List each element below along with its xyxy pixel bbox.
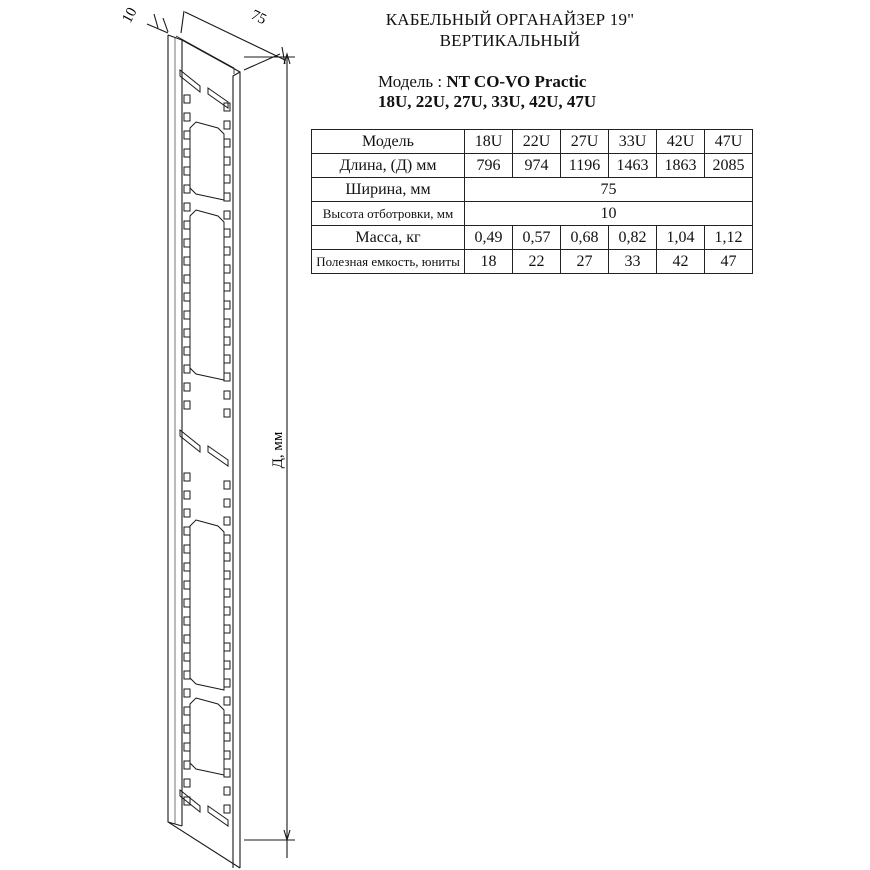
square-hole — [184, 311, 190, 319]
square-hole — [184, 491, 190, 499]
square-hole — [184, 113, 190, 121]
square-hole — [184, 383, 190, 391]
square-hole — [184, 275, 190, 283]
cell: 47 — [705, 250, 753, 274]
header-col: 33U — [609, 130, 657, 154]
square-hole — [184, 149, 190, 157]
square-hole — [224, 715, 230, 723]
square-hole — [224, 391, 230, 399]
square-hole — [224, 121, 230, 129]
cell: 2085 — [705, 154, 753, 178]
square-hole — [184, 725, 190, 733]
header-label: Модель — [312, 130, 465, 154]
square-hole — [224, 769, 230, 777]
row-label: Высота отботровки, мм — [312, 202, 465, 226]
merged-cell: 10 — [465, 202, 753, 226]
cell: 33 — [609, 250, 657, 274]
title-line-1: КАБЕЛЬНЫЙ ОРГАНАЙЗЕР 19" — [385, 10, 635, 29]
square-hole — [224, 535, 230, 543]
length-dimension-label: Д, мм — [270, 431, 286, 469]
cell: 796 — [465, 154, 513, 178]
model-prefix: Модель : — [378, 72, 447, 91]
square-hole — [224, 679, 230, 687]
square-hole — [224, 337, 230, 345]
square-hole — [184, 167, 190, 175]
square-hole — [224, 211, 230, 219]
square-hole — [224, 643, 230, 651]
slot-hole — [180, 430, 200, 452]
square-hole — [184, 401, 190, 409]
square-hole — [224, 661, 230, 669]
square-hole — [224, 481, 230, 489]
square-hole — [224, 355, 230, 363]
cell: 0,57 — [513, 226, 561, 250]
square-hole — [224, 751, 230, 759]
square-hole — [224, 247, 230, 255]
square-hole — [184, 221, 190, 229]
row-label: Ширина, мм — [312, 178, 465, 202]
square-hole — [224, 139, 230, 147]
square-hole — [224, 787, 230, 795]
square-hole — [184, 617, 190, 625]
table-row — [312, 178, 753, 202]
square-hole — [184, 95, 190, 103]
cell: 1863 — [657, 154, 705, 178]
square-hole — [184, 653, 190, 661]
square-hole — [184, 329, 190, 337]
square-hole — [224, 373, 230, 381]
cell: 1,12 — [705, 226, 753, 250]
cutout-window — [190, 210, 224, 380]
square-hole — [184, 527, 190, 535]
cell: 42 — [657, 250, 705, 274]
table-row — [312, 202, 753, 226]
square-hole — [184, 779, 190, 787]
cell: 0,82 — [609, 226, 657, 250]
square-hole — [184, 581, 190, 589]
square-hole — [184, 707, 190, 715]
square-hole — [224, 697, 230, 705]
row-label: Масса, кг — [312, 226, 465, 250]
cutout-window — [190, 122, 224, 200]
header-col: 18U — [465, 130, 513, 154]
square-hole — [184, 185, 190, 193]
cell: 27 — [561, 250, 609, 274]
row-label: Длина, (Д) мм — [312, 154, 465, 178]
square-hole — [224, 193, 230, 201]
merged-cell: 75 — [465, 178, 753, 202]
square-hole — [224, 157, 230, 165]
table-header-row — [312, 130, 753, 154]
slot-hole — [208, 806, 228, 826]
square-hole — [184, 239, 190, 247]
model-name: NT CO-VO Practic — [446, 72, 587, 91]
model-line — [378, 72, 586, 92]
square-hole — [184, 203, 190, 211]
title-line-2: ВЕРТИКАЛЬНЫЙ — [439, 31, 581, 50]
cell: 0,68 — [561, 226, 609, 250]
cell: 1,04 — [657, 226, 705, 250]
square-hole — [224, 553, 230, 561]
cell: 974 — [513, 154, 561, 178]
square-hole — [184, 473, 190, 481]
depth-dimension-label: 10 — [119, 5, 141, 26]
square-hole — [184, 131, 190, 139]
table-row — [312, 250, 753, 274]
square-hole — [184, 347, 190, 355]
cutout-window — [190, 698, 224, 775]
square-hole — [184, 257, 190, 265]
square-hole — [184, 761, 190, 769]
square-hole — [184, 365, 190, 373]
row-label: Полезная емкость, юниты — [312, 250, 465, 274]
header-col: 42U — [657, 130, 705, 154]
square-hole — [224, 283, 230, 291]
cell: 0,49 — [465, 226, 513, 250]
header-col: 22U — [513, 130, 561, 154]
slot-hole — [208, 88, 228, 108]
header-col: 27U — [561, 130, 609, 154]
square-hole — [224, 499, 230, 507]
spec-table — [311, 129, 753, 274]
slot-hole — [180, 70, 200, 92]
square-hole — [184, 293, 190, 301]
cell: 1463 — [609, 154, 657, 178]
square-hole — [224, 409, 230, 417]
square-hole — [224, 625, 230, 633]
model-sizes: 18U, 22U, 27U, 33U, 42U, 47U — [378, 92, 597, 111]
square-hole — [184, 635, 190, 643]
square-hole — [184, 599, 190, 607]
cell: 1196 — [561, 154, 609, 178]
profile-outline — [168, 35, 240, 868]
square-hole — [224, 733, 230, 741]
square-hole — [184, 563, 190, 571]
square-hole — [224, 229, 230, 237]
slot-hole — [208, 446, 228, 466]
square-hole — [224, 319, 230, 327]
square-hole — [184, 509, 190, 517]
square-hole — [184, 545, 190, 553]
table-row — [312, 154, 753, 178]
cutout-window — [190, 520, 224, 690]
square-hole — [224, 805, 230, 813]
cell: 18 — [465, 250, 513, 274]
cell: 22 — [513, 250, 561, 274]
square-hole — [184, 671, 190, 679]
square-hole — [224, 607, 230, 615]
square-hole — [184, 743, 190, 751]
square-hole — [184, 689, 190, 697]
square-hole — [224, 589, 230, 597]
header-col: 47U — [705, 130, 753, 154]
square-hole — [224, 517, 230, 525]
square-hole — [224, 265, 230, 273]
square-hole — [224, 175, 230, 183]
table-row — [312, 226, 753, 250]
square-hole — [224, 301, 230, 309]
width-dimension-label: 75 — [248, 7, 269, 29]
square-hole — [224, 571, 230, 579]
